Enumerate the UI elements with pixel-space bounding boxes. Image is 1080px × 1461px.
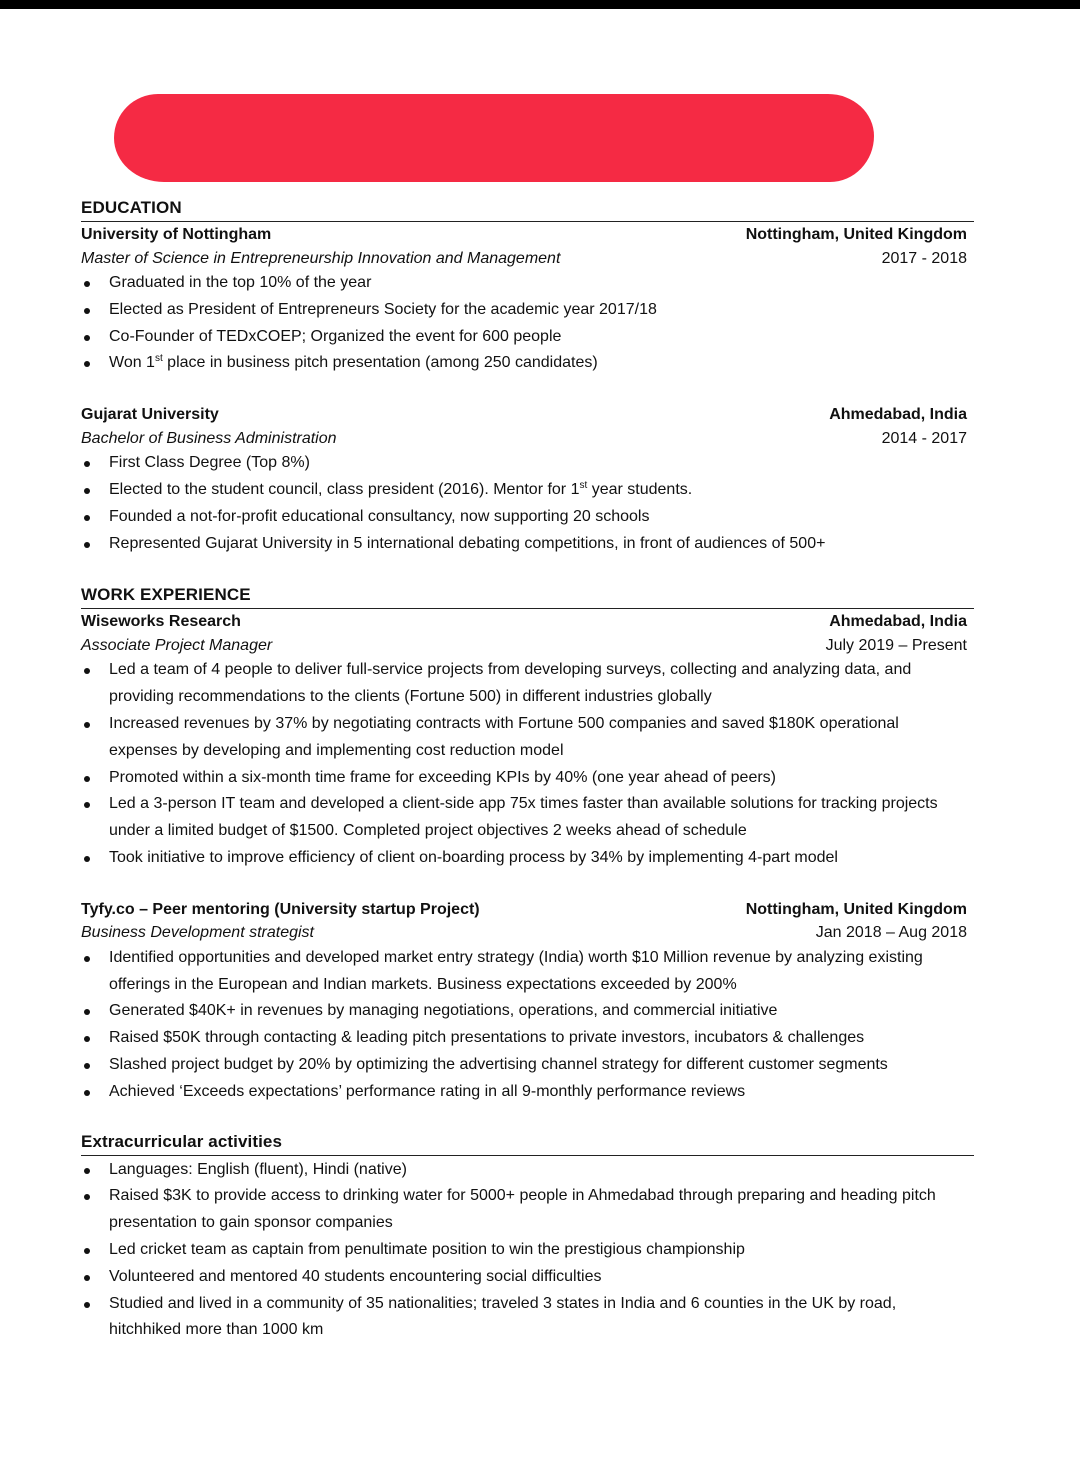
degree-title: Master of Science in Entrepreneurship Innovation and Management	[81, 249, 561, 267]
list-item: Elected as President of Entrepreneurs Society for the academic year 2017/18	[81, 297, 974, 324]
company-name: Wiseworks Research	[81, 613, 241, 631]
education-entry-gujarat	[81, 403, 974, 557]
institution-name: University of Nottingham	[81, 226, 272, 243]
list-item: Led a team of 4 people to deliver full-service projects from developing surveys, collecting and analyzing data, and providing recommendations to the clients (Fortune 500) in different industries globally	[81, 657, 974, 711]
degree-dates: 2017 - 2018	[881, 249, 967, 267]
work-entry-wiseworks	[81, 610, 974, 871]
list-item: Languages: English (fluent), Hindi (native)	[81, 1157, 974, 1184]
job-dates: July 2019 – Present	[825, 636, 967, 654]
education-entry-nottingham	[81, 223, 974, 377]
education-heading: EDUCATION	[81, 196, 974, 222]
top-black-bar	[0, 0, 1080, 9]
list-item: Elected to the student council, class president (2016). Mentor for 1st year students.	[81, 477, 974, 504]
bullet-list	[81, 450, 974, 557]
job-title: Associate Project Manager	[81, 636, 273, 654]
degree-title: Bachelor of Business Administration	[81, 429, 337, 447]
company-location: Nottingham, United Kingdom	[745, 900, 967, 918]
work-entry-tyfy	[81, 898, 974, 1106]
list-item: Identified opportunities and developed market entry strategy (India) worth $10 Million revenue by analyzing existing offerings in the European and Indian markets. Business expectations exceeded by 200%	[81, 945, 974, 999]
work-experience-heading: WORK EXPERIENCE	[81, 583, 974, 609]
list-item: Led cricket team as captain from penultimate position to win the prestigious championship	[81, 1237, 974, 1264]
list-item: Volunteered and mentored 40 students encountering social difficulties	[81, 1264, 974, 1291]
bullet-list	[81, 270, 974, 377]
company-name: Tyfy.co – Peer mentoring (University startup Project)	[81, 900, 480, 918]
job-title: Business Development strategist	[81, 924, 314, 942]
list-item: Founded a not-for-profit educational consultancy, now supporting 20 schools	[81, 504, 974, 531]
list-item: Promoted within a six-month time frame for exceeding KPIs by 40% (one year ahead of peers)	[81, 765, 974, 792]
institution-location: Ahmedabad, India	[829, 406, 967, 424]
degree-dates: 2014 - 2017	[881, 429, 967, 447]
list-item: Raised $50K through contacting & leading pitch presentations to private investors, incubators & challenges	[81, 1025, 974, 1052]
extracurricular-heading: Extracurricular activities	[81, 1130, 974, 1156]
list-item: Generated $40K+ in revenues by managing negotiations, operations, and commercial initiative	[81, 998, 974, 1025]
list-item: Won 1st place in business pitch presentation (among 250 candidates)	[81, 350, 974, 377]
institution-name: Gujarat University	[81, 406, 219, 424]
job-dates: Jan 2018 – Aug 2018	[815, 924, 967, 942]
redacted-name-block	[114, 94, 874, 182]
company-location: Ahmedabad, India	[829, 613, 967, 631]
list-item: Raised $3K to provide access to drinking water for 5000+ people in Ahmedabad through preparing and heading pitch presentation to gain sponsor companies	[81, 1183, 974, 1237]
list-item: Represented Gujarat University in 5 international debating competitions, in front of audiences of 500+	[81, 531, 974, 558]
list-item: Slashed project budget by 20% by optimizing the advertising channel strategy for different customer segments	[81, 1052, 974, 1079]
list-item: Graduated in the top 10% of the year	[81, 270, 974, 297]
institution-location: Nottingham, United Kingdom	[745, 226, 967, 243]
list-item: Took initiative to improve efficiency of client on-boarding process by 34% by implementing 4-part model	[81, 845, 974, 872]
list-item: Increased revenues by 37% by negotiating contracts with Fortune 500 companies and saved $180K operational expenses by developing and implementing cost reduction model	[81, 711, 974, 765]
list-item: First Class Degree (Top 8%)	[81, 450, 974, 477]
list-item: Achieved ‘Exceeds expectations’ performance rating in all 9-monthly performance reviews	[81, 1079, 974, 1106]
bullet-list	[81, 657, 974, 871]
list-item: Led a 3-person IT team and developed a client-side app 75x times faster than available solutions for tracking projects under a limited budget of $1500. Completed project objectives 2 weeks ahead of schedule	[81, 791, 974, 845]
list-item: Co-Founder of TEDxCOEP; Organized the event for 600 people	[81, 324, 974, 351]
bullet-list	[81, 1157, 974, 1345]
bullet-list	[81, 945, 974, 1106]
list-item: Studied and lived in a community of 35 nationalities; traveled 3 states in India and 6 counties in the UK by road, hitchhiked more than 1000 km	[81, 1291, 974, 1345]
resume-page	[81, 196, 974, 1344]
